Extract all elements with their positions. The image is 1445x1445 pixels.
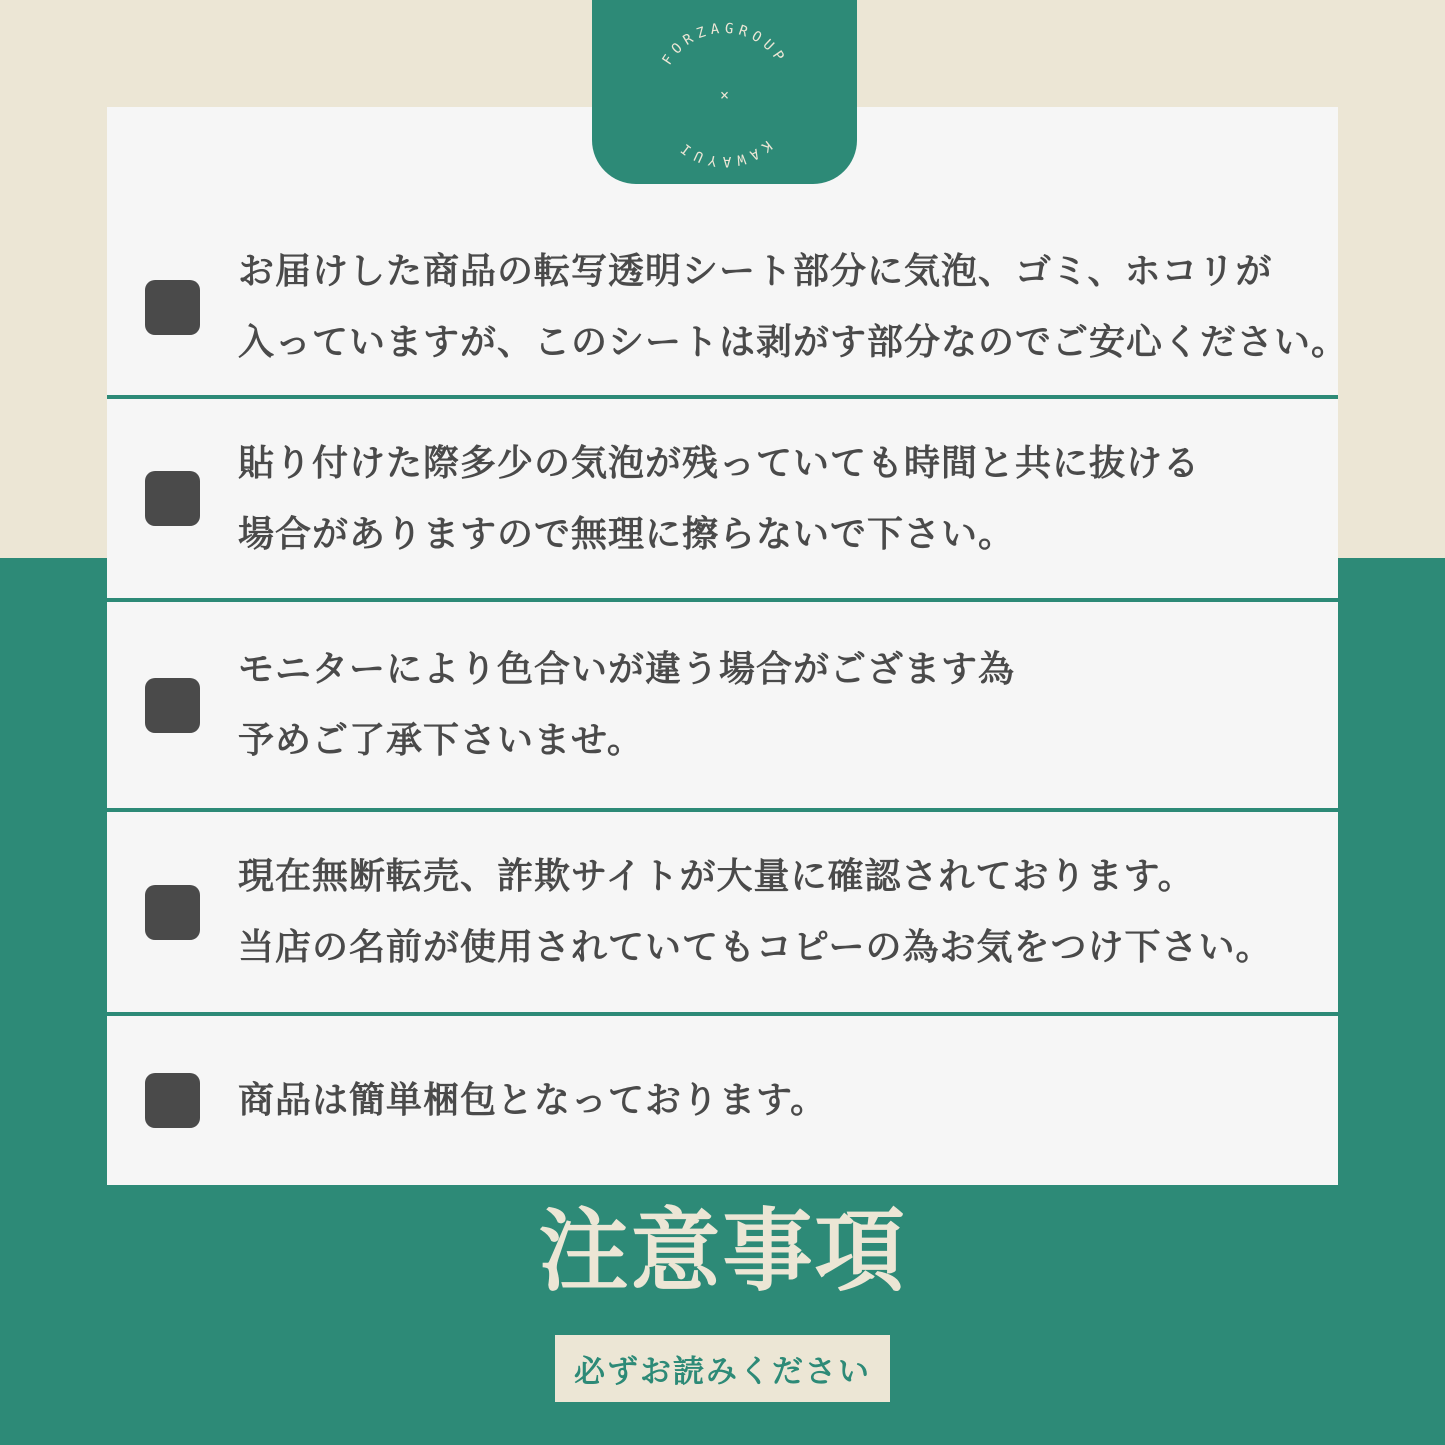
checkbox-icon [145,678,200,733]
notice-row [107,399,1338,598]
page-title: 注意事項 [538,1199,907,1304]
notice-text [238,634,1015,776]
checkbox-icon [145,471,200,526]
notice-line: お届けした商品の転写透明シート部分に気泡、ゴミ、ホコリが [238,251,1273,292]
notice-row [107,812,1338,1012]
notice-line: 商品は簡単梱包となっております。 [238,1080,828,1121]
notice-line: モニターにより色合いが違う場合がござます為 [238,649,1016,690]
brand-badge-logo [592,0,857,184]
must-read-banner [555,1335,890,1402]
checkbox-icon [145,885,200,940]
brand-top-arc-text: FORZAGROUP [659,20,790,69]
notice-line: 予めご了承下さいませ。 [238,720,644,761]
notice-text [238,1065,827,1136]
notice-panel [107,107,1349,1185]
notice-line: 現在無断転売、詐欺サイトが大量に確認されております。 [238,856,1195,897]
brand-badge [592,0,857,184]
checkbox-icon [145,280,200,335]
brand-x-icon: × [719,86,730,104]
notice-text [238,428,1200,570]
brand-bottom-arc-text: KAWAYUI [674,137,775,170]
notice-line: 入っていますが、このシートは剥がす部分なのでご安心ください。 [238,322,1349,363]
must-read-label: 必ずお読みください [574,1354,871,1390]
notice-text [238,236,1348,378]
notice-row [107,602,1338,808]
notice-row [107,1016,1338,1185]
notice-line: 当店の名前が使用されていてもコピーの為お気をつけ下さい。 [238,927,1273,968]
checkbox-icon [145,1073,200,1128]
notice-line: 場合がありますので無理に擦らないで下さい。 [238,513,1016,555]
notice-line: 貼り付けた際多少の気泡が残っていても時間と共に抜ける [238,442,1201,484]
notice-text [238,841,1273,983]
